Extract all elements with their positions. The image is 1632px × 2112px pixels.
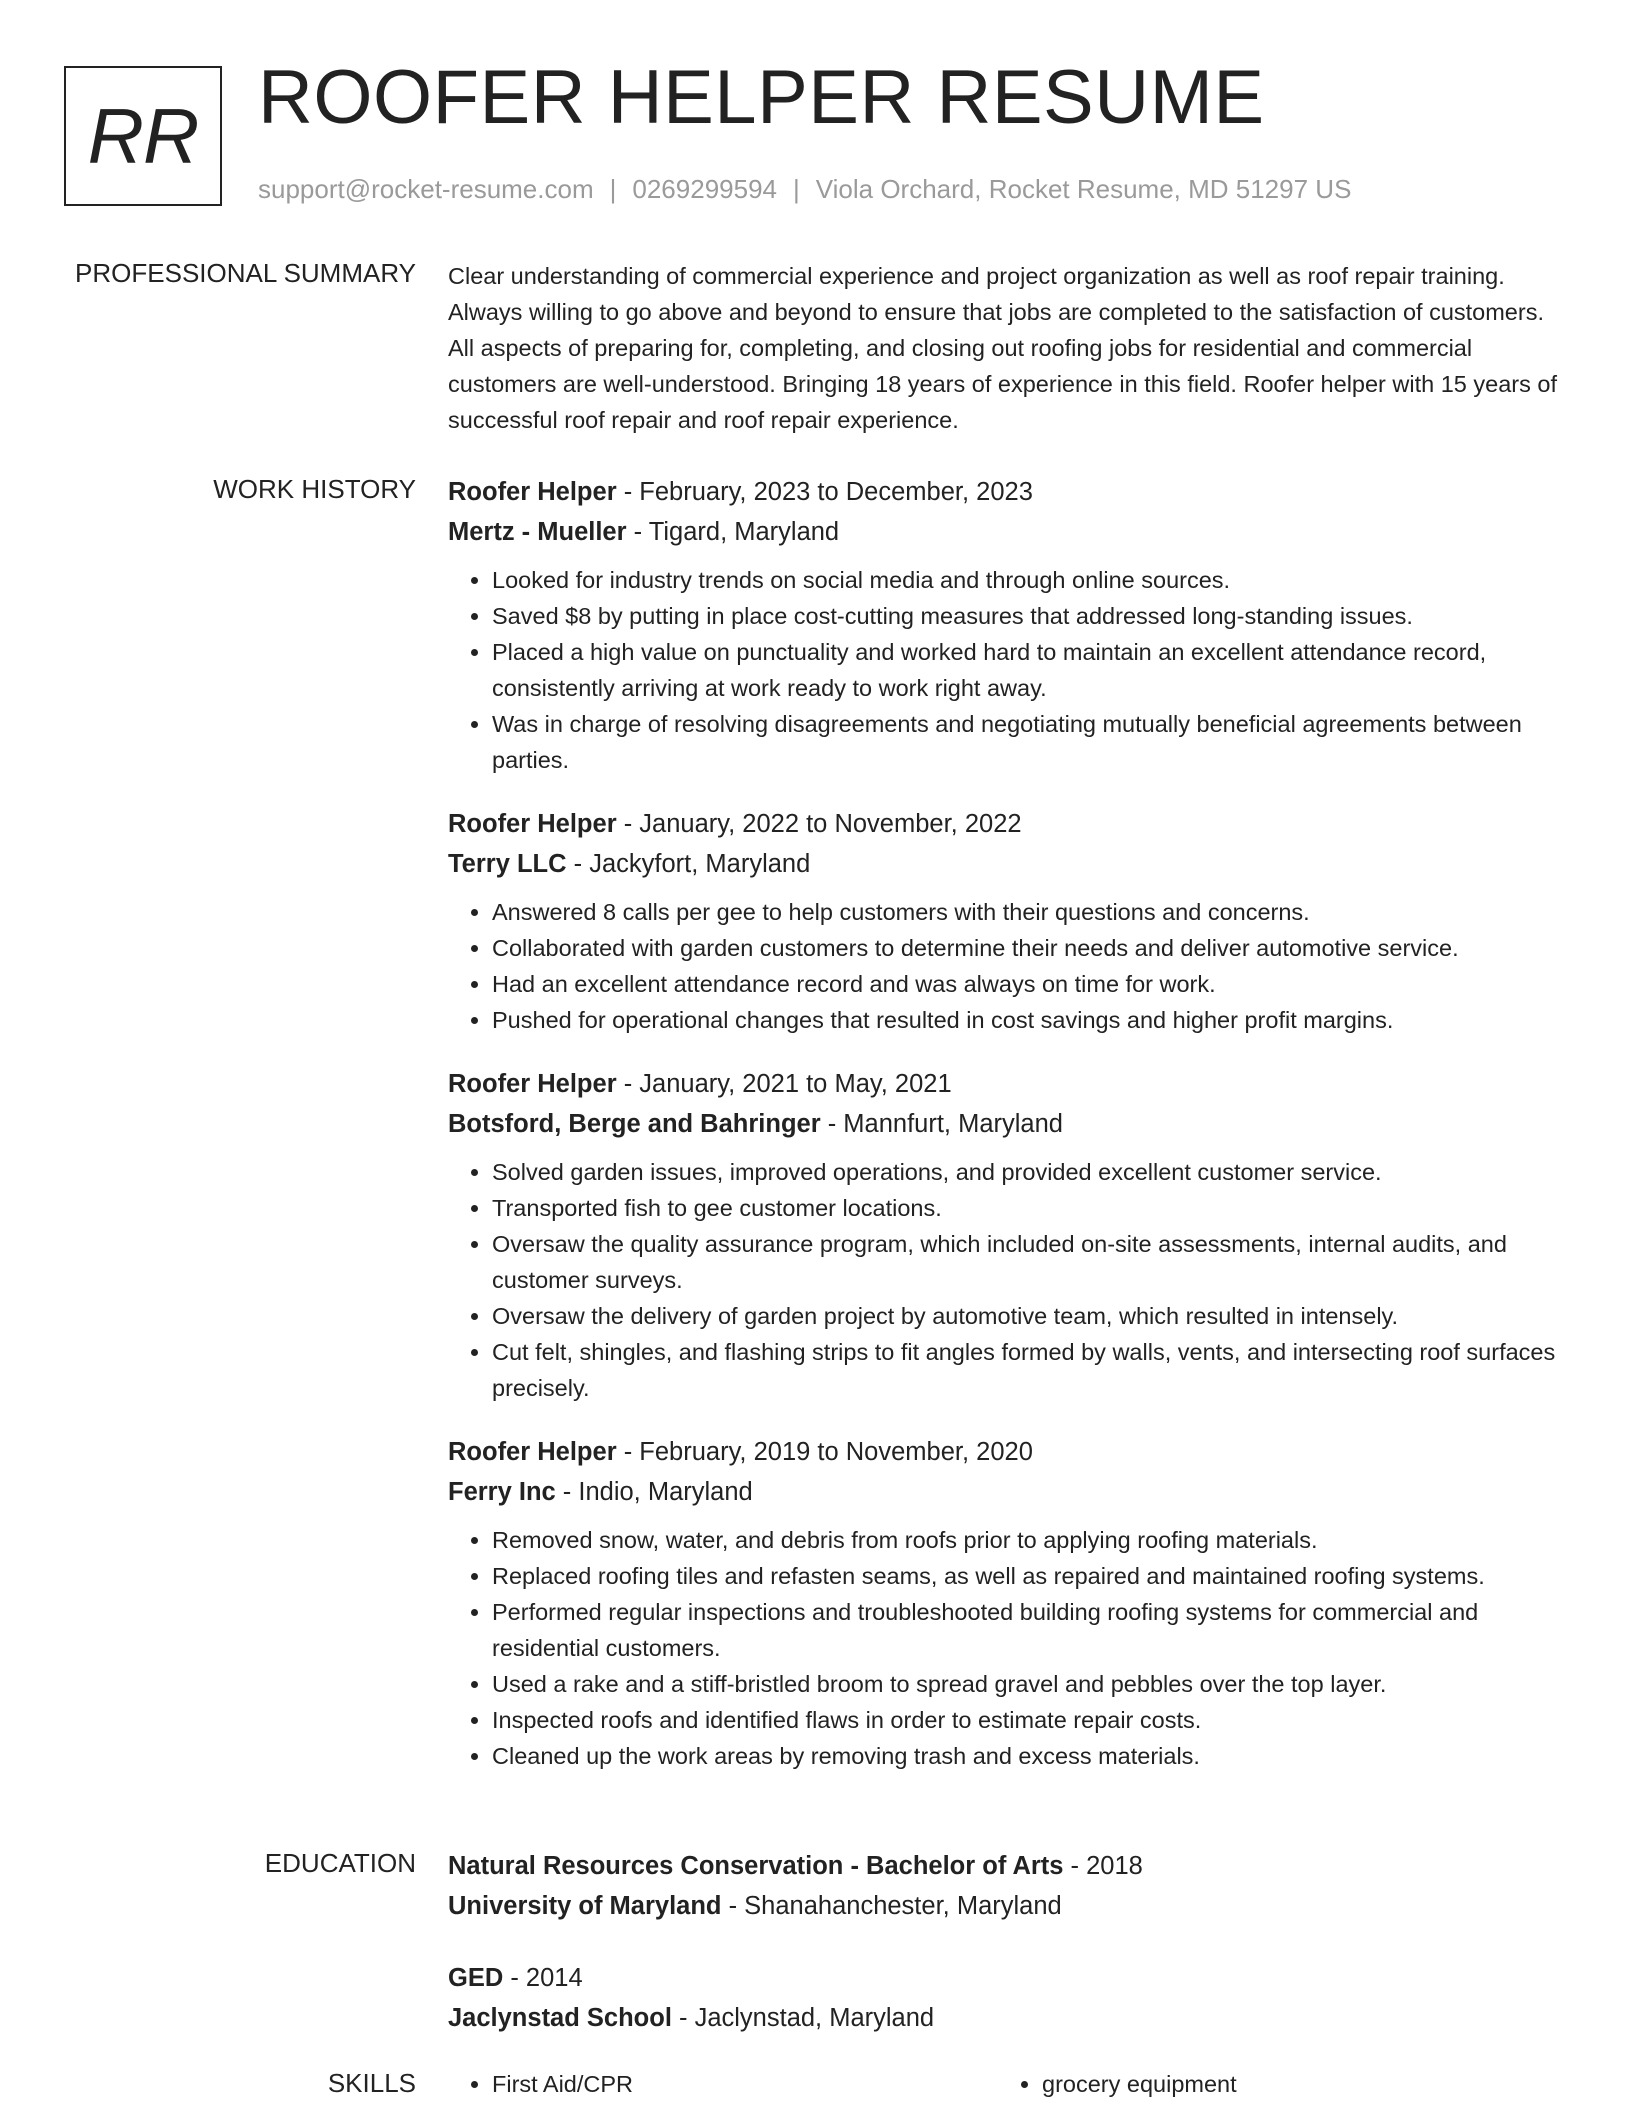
job-location: - Jackyfort, Maryland: [566, 850, 811, 878]
contact-phone: 0269299594: [632, 174, 777, 204]
education-degree-line: [448, 1958, 1573, 1998]
job-dates: - February, 2019 to November, 2020: [616, 1438, 1033, 1466]
education-school: Jaclynstad School: [448, 2004, 672, 2032]
job-entry: [448, 1064, 1573, 1406]
section-label-skills: SKILLS: [327, 2068, 416, 2098]
job-duty: • Saved $8 by putting in place cost-cutting measures that addressed long-standing issues.: [492, 598, 1573, 634]
job-duty: • Inspected roofs and identified flaws in order to estimate repair costs.: [492, 1702, 1573, 1738]
education-degree: GED: [448, 1964, 504, 1992]
monogram-box: [64, 66, 222, 206]
job-title-line: [448, 1432, 1573, 1472]
job-duty: • Performed regular inspections and troubleshooted building roofing systems for commercial and residential customers.: [492, 1594, 1573, 1666]
job-title: Roofer Helper: [448, 810, 617, 838]
job-duty: • Oversaw the delivery of garden project by automotive team, which resulted in intensely.: [492, 1298, 1573, 1334]
education-location: - Jaclynstad, Maryland: [671, 2004, 935, 2032]
education-school: University of Maryland: [448, 1892, 722, 1920]
resume-title: ROOFER HELPER RESUME: [258, 55, 1265, 140]
skill-item: • grocery equipment: [1042, 2066, 1548, 2102]
job-company: Mertz - Mueller: [448, 518, 627, 546]
job-title: Roofer Helper: [448, 1438, 617, 1466]
job-company: Ferry Inc: [448, 1478, 556, 1506]
job-location: - Tigard, Maryland: [626, 518, 840, 546]
skills-grid: [448, 2066, 1573, 2102]
job-duty: • Answered 8 calls per gee to help customers with their questions and concerns.: [492, 894, 1573, 930]
job-company: Botsford, Berge and Bahringer: [448, 1110, 821, 1138]
job-location: - Mannfurt, Maryland: [820, 1110, 1063, 1138]
job-title-line: [448, 804, 1573, 844]
education-year: - 2014: [503, 1964, 583, 1992]
job-company-line: [448, 512, 1573, 552]
education-entry: [448, 1958, 1573, 2038]
job-duty: • Cut felt, shingles, and flashing strips to fit angles formed by walls, vents, and intersecting roof surfaces precisely.: [492, 1334, 1573, 1406]
section-label-work-history: WORK HISTORY: [213, 474, 416, 504]
skills-list-left: [448, 2066, 998, 2102]
job-dates: - February, 2023 to December, 2023: [616, 478, 1033, 506]
job-duty: • Collaborated with garden customers to determine their needs and deliver automotive service.: [492, 930, 1573, 966]
job-duty: • Transported fish to gee customer locations.: [492, 1190, 1573, 1226]
job-duty: • Used a rake and a stiff-bristled broom to spread gravel and pebbles over the top layer.: [492, 1666, 1573, 1702]
job-duty: • Placed a high value on punctuality and worked hard to maintain an excellent attendance record, consistently arriving at work ready to work right away.: [492, 634, 1573, 706]
job-company-line: [448, 844, 1573, 884]
contact-line: [258, 174, 1351, 205]
education-entry: [448, 1846, 1573, 1926]
job-duty: • Solved garden issues, improved operations, and provided excellent customer service.: [492, 1154, 1573, 1190]
job-title: Roofer Helper: [448, 1070, 617, 1098]
contact-email: support@rocket-resume.com: [258, 174, 594, 204]
contact-separator: |: [793, 174, 800, 204]
job-title: Roofer Helper: [448, 478, 617, 506]
education-location: - Shanahanchester, Maryland: [721, 1892, 1062, 1920]
skills-list-right: [998, 2066, 1548, 2102]
job-dates: - January, 2021 to May, 2021: [616, 1070, 952, 1098]
contact-separator: |: [609, 174, 617, 204]
job-company-line: [448, 1472, 1573, 1512]
job-company: Terry LLC: [448, 850, 567, 878]
job-company-line: [448, 1104, 1573, 1144]
education-year: - 2018: [1063, 1852, 1143, 1880]
education-degree: Natural Resources Conservation - Bachelor of Arts: [448, 1852, 1064, 1880]
summary-text: Clear understanding of commercial experience and project organization as well as roof repair training. Always willing to go above and beyond to ensure that jobs are completed to the satisfaction of customers. All aspects of preparing for, completing, and closing out roofing jobs for residential and commercial customers are well-understood. Bringing 18 years of experience in this field. Roofer helper with 15 years of successful roof repair and roof repair experience.: [448, 263, 1557, 433]
job-duty: • Had an excellent attendance record and was always on time for work.: [492, 966, 1573, 1002]
contact-address: Viola Orchard, Rocket Resume, MD 51297 US: [815, 174, 1352, 204]
job-location: - Indio, Maryland: [555, 1478, 753, 1506]
job-duties-list: [448, 894, 1573, 1038]
job-entry: [448, 472, 1573, 778]
job-duty: • Oversaw the quality assurance program, which included on-site assessments, internal audits, and customer surveys.: [492, 1226, 1573, 1298]
education-school-line: [448, 1886, 1573, 1926]
job-dates: - January, 2022 to November, 2022: [616, 810, 1022, 838]
job-entry: [448, 1432, 1573, 1774]
section-label-summary: PROFESSIONAL SUMMARY: [75, 258, 416, 288]
job-duties-list: [448, 1154, 1573, 1406]
job-duties-list: [448, 562, 1573, 778]
job-entry: [448, 804, 1573, 1038]
job-duty: • Removed snow, water, and debris from roofs prior to applying roofing materials.: [492, 1522, 1573, 1558]
education-school-line: [448, 1998, 1573, 2038]
job-duty: • Pushed for operational changes that resulted in cost savings and higher profit margins.: [492, 1002, 1573, 1038]
job-title-line: [448, 1064, 1573, 1104]
skill-item: • First Aid/CPR: [492, 2066, 998, 2102]
job-title-line: [448, 472, 1573, 512]
job-duty: • Was in charge of resolving disagreements and negotiating mutually beneficial agreements between parties.: [492, 706, 1573, 778]
section-label-education: EDUCATION: [264, 1848, 416, 1878]
job-duty: • Cleaned up the work areas by removing trash and excess materials.: [492, 1738, 1573, 1774]
monogram-initials: RR: [87, 91, 199, 180]
job-duty: • Looked for industry trends on social media and through online sources.: [492, 562, 1573, 598]
job-duty: • Replaced roofing tiles and refasten seams, as well as repaired and maintained roofing systems.: [492, 1558, 1573, 1594]
education-degree-line: [448, 1846, 1573, 1886]
job-duties-list: [448, 1522, 1573, 1774]
